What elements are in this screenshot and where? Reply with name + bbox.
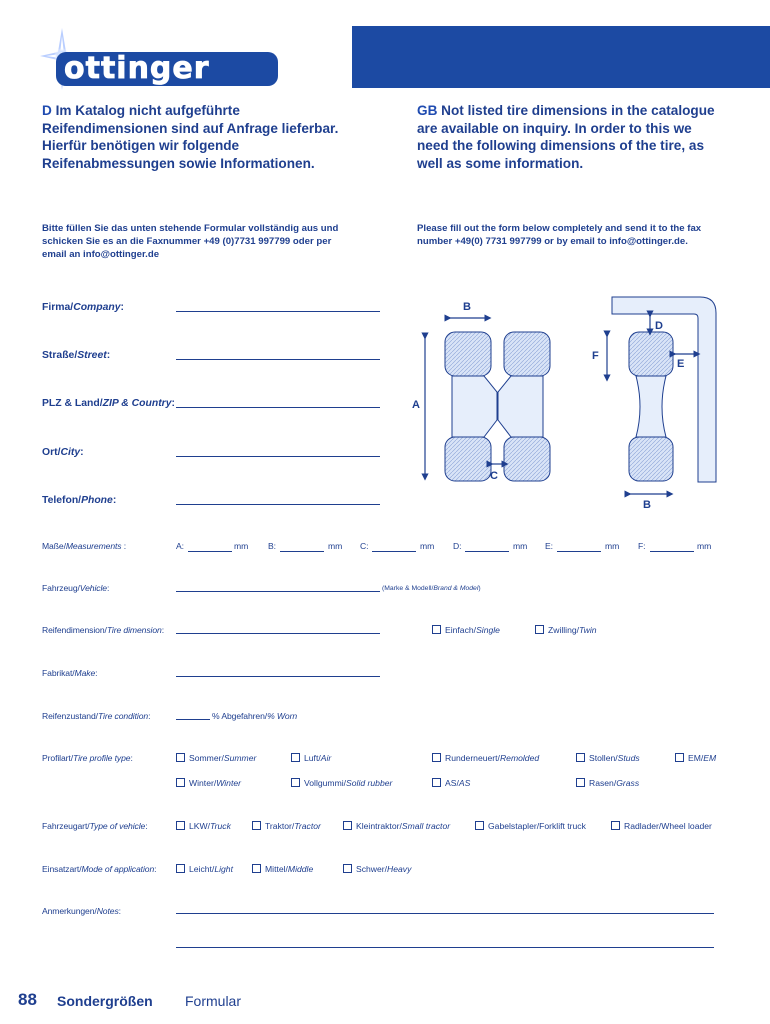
ottinger-logo <box>38 22 282 97</box>
checkbox-box[interactable] <box>291 778 300 787</box>
checkbox-box[interactable] <box>432 778 441 787</box>
intro-de-text: Im Katalog nicht aufgeführte Reifendimensionen sind auf Anfrage lieferbar. Hierfür benötigen wir folgende Reifenabmessungen sowie Informationen. <box>42 103 339 171</box>
diagram-label-e: E <box>677 358 685 370</box>
checkbox-as[interactable]: AS/AS <box>432 778 470 788</box>
checkbox-wheel-loader[interactable]: Radlader/Wheel loader <box>611 821 712 831</box>
footer-title: Sondergrößen <box>57 993 153 1009</box>
checkbox-box[interactable] <box>343 821 352 830</box>
measure-b-input[interactable] <box>280 551 324 552</box>
diagram-label-d: D <box>655 320 663 332</box>
city-input-line[interactable] <box>176 456 380 457</box>
checkbox-box[interactable] <box>252 864 261 873</box>
tire-dimension-label: Reifendimension/Tire dimension: <box>42 625 164 635</box>
measurements-row <box>176 541 716 555</box>
logo-wordmark: ottinger <box>64 51 210 86</box>
tire-condition-input-line[interactable] <box>176 719 210 720</box>
profile-type-label: Profilart/Tire profile type: <box>42 753 133 763</box>
notes-label: Anmerkungen/Notes: <box>42 906 121 916</box>
checkbox-light[interactable]: Leicht/Light <box>176 864 233 874</box>
checkbox-box[interactable] <box>675 753 684 762</box>
street-input-line[interactable] <box>176 359 380 360</box>
instructions-gb: Please fill out the form below completely and send it to the fax number +49(0) 7731 997799 or by email to info@ottinger.de. <box>417 223 702 247</box>
notes-input-line-1[interactable] <box>176 913 714 914</box>
intro-gb-text: Not listed tire dimensions in the catalogue are available on inquiry. In order to this we need the following dimensions of the tire, as well as some information. <box>417 103 715 171</box>
checkbox-box[interactable] <box>176 821 185 830</box>
checkbox-em[interactable]: EM/EM <box>675 753 716 763</box>
vehicle-type-label: Fahrzeugart/Type of vehicle: <box>42 821 148 831</box>
instructions-de: Bitte füllen Sie das unten stehende Formular vollständig aus und schicken Sie es an die Faxnummer +49 (0)7731 997799 oder per email an info@ottinger.de <box>42 223 339 260</box>
company-input-line[interactable] <box>176 311 380 312</box>
measure-a-input[interactable] <box>188 551 232 552</box>
phone-input-line[interactable] <box>176 504 380 505</box>
make-input-line[interactable] <box>176 676 380 677</box>
tire-dimension-input-line[interactable] <box>176 633 380 634</box>
checkbox-box[interactable] <box>432 625 441 634</box>
measure-e-input[interactable] <box>557 551 601 552</box>
checkbox-tractor[interactable]: Traktor/Tractor <box>252 821 321 831</box>
checkbox-grass[interactable]: Rasen/Grass <box>576 778 639 788</box>
measure-unit: mm <box>234 541 249 551</box>
intro-gb <box>417 102 717 172</box>
measure-f-input[interactable] <box>650 551 694 552</box>
front-view-tires <box>445 332 550 481</box>
make-label: Fabrikat/Make: <box>42 668 98 678</box>
tire-dimensions-diagram <box>400 292 720 514</box>
lang-tag-gb: GB <box>417 103 438 118</box>
checkbox-summer[interactable]: Sommer/Summer <box>176 753 256 763</box>
measure-key-c: C: <box>360 541 369 551</box>
measure-unit: mm <box>697 541 712 551</box>
checkbox-box[interactable] <box>291 753 300 762</box>
measure-key-b: B: <box>268 541 276 551</box>
page-number: 88 <box>18 990 37 1009</box>
lang-tag-de: D <box>42 103 52 118</box>
checkbox-studs[interactable]: Stollen/Studs <box>576 753 640 763</box>
checkbox-twin[interactable]: Zwilling/Twin <box>535 625 597 635</box>
measure-unit: mm <box>605 541 620 551</box>
measurements-label: Maße/Measurements : <box>42 541 127 551</box>
checkbox-truck[interactable]: LKW/Truck <box>176 821 231 831</box>
diagram-label-c: C <box>490 470 498 482</box>
diagram-label-f: F <box>592 350 599 362</box>
checkbox-solid-rubber[interactable]: Vollgummi/Solid rubber <box>291 778 392 788</box>
tire-condition-label: Reifenzustand/Tire condition: <box>42 711 151 721</box>
field-label-company: Firma/Company: <box>42 302 124 313</box>
measure-key-a: A: <box>176 541 184 551</box>
field-label-street: Straße/Street: <box>42 350 111 361</box>
diagram-label-b: B <box>463 301 471 313</box>
vehicle-hint: (Marke & Modell/Brand & Model) <box>382 585 481 592</box>
measure-key-d: D: <box>453 541 462 551</box>
measure-d-input[interactable] <box>465 551 509 552</box>
field-label-phone: Telefon/Phone: <box>42 495 117 506</box>
checkbox-box[interactable] <box>176 753 185 762</box>
vehicle-input-line[interactable] <box>176 591 380 592</box>
application-label: Einsatzart/Mode of application: <box>42 864 157 874</box>
measure-unit: mm <box>513 541 528 551</box>
field-label-city: Ort/City: <box>42 447 84 458</box>
checkbox-air[interactable]: Luft/Air <box>291 753 331 763</box>
checkbox-box[interactable] <box>252 821 261 830</box>
checkbox-box[interactable] <box>611 821 620 830</box>
measure-unit: mm <box>420 541 435 551</box>
checkbox-box[interactable] <box>176 864 185 873</box>
measure-key-e: E: <box>545 541 553 551</box>
checkbox-middle[interactable]: Mittel/Middle <box>252 864 313 874</box>
diagram-label-b-bottom: B <box>643 499 651 511</box>
checkbox-single[interactable]: Einfach/Single <box>432 625 500 635</box>
notes-input-line-2[interactable] <box>176 947 714 948</box>
checkbox-box[interactable] <box>343 864 352 873</box>
header-band <box>352 26 770 88</box>
checkbox-forklift[interactable]: Gabelstapler/Forklift truck <box>475 821 586 831</box>
diagram-label-a: A <box>412 399 420 411</box>
intro-de <box>42 102 342 172</box>
tire-condition-unit: % Abgefahren/% Worn <box>212 711 298 721</box>
checkbox-box[interactable] <box>176 778 185 787</box>
field-label-zip-country: PLZ & Land/ZIP & Country: <box>42 398 175 409</box>
checkbox-heavy[interactable]: Schwer/Heavy <box>343 864 411 874</box>
measure-unit: mm <box>328 541 343 551</box>
checkbox-box[interactable] <box>535 625 544 634</box>
checkbox-box[interactable] <box>432 753 441 762</box>
footer-subtitle: Formular <box>185 993 242 1009</box>
checkbox-box[interactable] <box>576 778 585 787</box>
checkbox-small-tractor[interactable]: Kleintraktor/Small tractor <box>343 821 450 831</box>
checkbox-box[interactable] <box>576 753 585 762</box>
measure-c-input[interactable] <box>372 551 416 552</box>
zip-country-input-line[interactable] <box>176 407 380 408</box>
checkbox-winter[interactable]: Winter/Winter <box>176 778 241 788</box>
vehicle-label: Fahrzeug/Vehicle: <box>42 583 110 593</box>
checkbox-remolded[interactable]: Runderneuert/Remolded <box>432 753 539 763</box>
measure-key-f: F: <box>638 541 646 551</box>
checkbox-box[interactable] <box>475 821 484 830</box>
